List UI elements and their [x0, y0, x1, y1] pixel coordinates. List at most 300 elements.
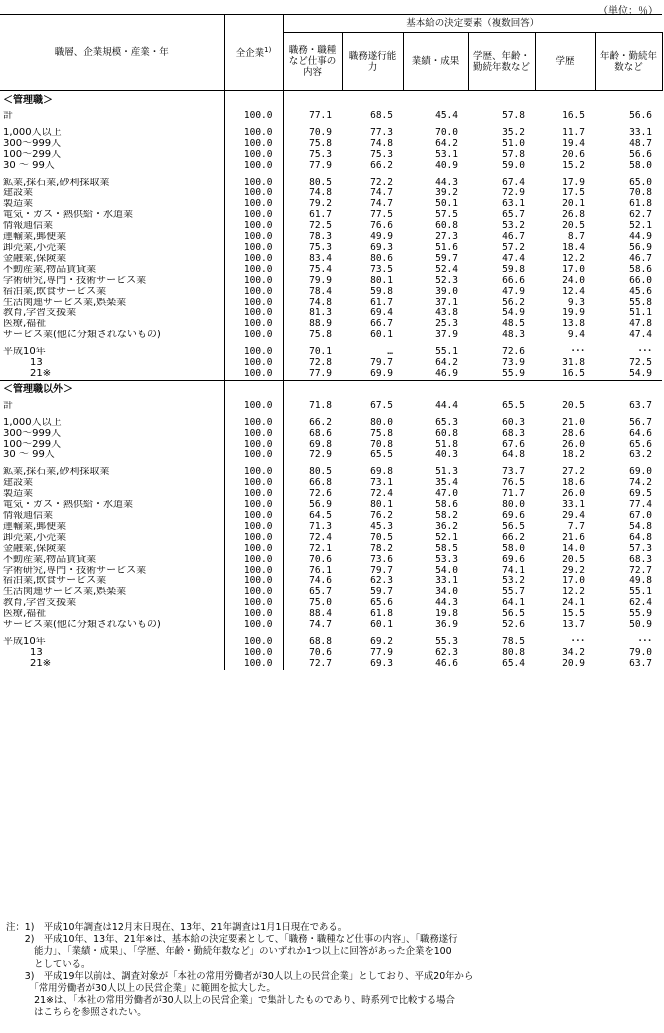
value-cell: 100.0	[224, 150, 283, 161]
row-label: 宿泊業,飲食サービス業	[3, 576, 107, 587]
col-header-education: 学歴	[535, 33, 595, 91]
value-cell: 20.1	[562, 199, 585, 210]
table-row	[0, 330, 662, 341]
col-header-age-tenure: 年齢・勤続年数など	[595, 33, 662, 91]
value-cell: 60.3	[502, 417, 525, 428]
row-label: 建設業	[3, 188, 33, 199]
section-spacer	[224, 380, 283, 401]
value-cell: 53.2	[502, 221, 525, 232]
value-cell: 80.1	[370, 275, 393, 286]
row-label: 100～299人	[3, 149, 62, 160]
value-cell: 100.0	[224, 319, 283, 330]
row-label: 学術研究,専門・技術サービス業	[3, 565, 147, 576]
row-label: 情報通信業	[3, 221, 53, 232]
value-cell: 52.4	[435, 264, 458, 275]
value-cell: 100.0	[224, 161, 283, 172]
value-cell: 72.1	[283, 544, 342, 555]
row-label: 電気・ガス・熱供給・水道業	[3, 210, 133, 221]
value-cell: 100.0	[224, 188, 283, 199]
table-row	[0, 347, 662, 358]
value-cell: 53.1	[435, 149, 458, 160]
value-cell: 61.7	[283, 210, 342, 221]
value-cell: 63.2	[629, 450, 653, 461]
value-cell: 100.0	[224, 500, 283, 511]
value-cell: 64.5	[283, 511, 342, 522]
value-cell: 65.5	[370, 450, 393, 461]
value-cell: 74.6	[283, 576, 342, 587]
value-cell: 76.2	[370, 511, 393, 521]
value-cell: 61.8	[629, 199, 653, 210]
value-cell: 46.7	[502, 232, 525, 243]
row-label: 教育,学習支援業	[3, 598, 77, 609]
table-row	[0, 210, 662, 221]
value-cell: 49.8	[629, 576, 653, 587]
row-label: 運輸業,郵便業	[3, 232, 67, 243]
row-label-header: 職層、企業規模・産業・年	[0, 15, 224, 91]
value-cell: 72.5	[283, 221, 342, 232]
value-cell: 70.0	[435, 127, 458, 138]
value-cell: 58.6	[629, 264, 653, 275]
value-cell: 65.7	[502, 210, 525, 221]
value-cell: 70.8	[370, 439, 393, 450]
value-cell: 100.0	[224, 598, 283, 609]
value-cell: 12.2	[562, 253, 585, 264]
value-cell: 67.6	[502, 439, 525, 450]
value-cell: 100.0	[224, 287, 283, 298]
value-cell: 54.9	[629, 368, 653, 379]
value-cell: 46.7	[629, 253, 653, 264]
value-cell: 67.4	[502, 177, 525, 188]
value-cell: 37.9	[435, 330, 458, 341]
value-cell: 66.2	[502, 532, 525, 543]
value-cell: 72.6	[502, 347, 525, 358]
value-cell: 69.2	[370, 636, 393, 647]
row-label: 計	[3, 400, 13, 411]
value-cell: 52.1	[629, 221, 653, 232]
value-cell: 69.5	[629, 489, 653, 500]
value-cell: 60.1	[370, 620, 393, 631]
value-cell: 55.1	[629, 587, 653, 598]
value-cell: 12.4	[562, 286, 585, 297]
value-cell: 67.0	[629, 511, 653, 521]
value-cell: 27.3	[435, 232, 458, 243]
row-label: サービス業(他に分類されないもの)	[3, 330, 161, 341]
value-cell: 100.0	[224, 429, 283, 440]
value-cell: 58.0	[629, 160, 653, 171]
section-header-row	[0, 380, 662, 401]
value-cell: 71.7	[502, 489, 525, 500]
table-row	[0, 450, 662, 461]
value-cell: 69.8	[370, 467, 393, 478]
value-cell: 72.4	[283, 533, 342, 544]
row-label: 鉱業,採石業,砂利採取業	[3, 177, 110, 188]
value-cell: 74.8	[370, 138, 393, 149]
value-cell: 26.0	[562, 489, 585, 500]
value-cell: 57.8	[502, 111, 525, 121]
row-label: 建設業	[3, 478, 33, 489]
value-cell: 24.1	[562, 598, 585, 609]
value-cell: 100.0	[224, 232, 283, 243]
value-cell: 73.1	[370, 478, 393, 489]
value-cell: ･･･	[570, 636, 585, 647]
value-cell: 17.9	[562, 177, 585, 188]
value-cell: 16.5	[562, 368, 585, 379]
value-cell: 55.7	[502, 587, 525, 598]
table-row	[0, 111, 662, 122]
value-cell: 73.7	[502, 467, 525, 478]
value-cell: 79.2	[283, 199, 342, 210]
table-row	[0, 511, 662, 522]
value-cell: 56.5	[502, 521, 525, 532]
value-cell: 56.7	[629, 417, 653, 428]
value-cell: 100.0	[224, 587, 283, 598]
table-row	[0, 440, 662, 451]
value-cell: 100.0	[224, 401, 283, 412]
value-cell: 51.8	[435, 439, 458, 450]
value-cell: 39.2	[435, 188, 458, 199]
value-cell: 29.2	[562, 565, 585, 576]
value-cell: 80.1	[370, 500, 393, 511]
value-cell: 64.6	[629, 428, 653, 439]
value-cell: 47.4	[502, 253, 525, 264]
value-cell: 35.2	[502, 127, 525, 138]
row-label: 鉱業,採石業,砂利採取業	[3, 467, 110, 478]
value-cell: 16.5	[562, 111, 585, 121]
value-cell: 100.0	[224, 440, 283, 451]
row-label: 13	[30, 647, 43, 658]
value-cell: 24.0	[562, 275, 585, 286]
value-cell: 64.1	[502, 598, 525, 609]
value-cell: 58.0	[502, 543, 525, 554]
value-cell: 26.0	[562, 439, 585, 450]
value-cell: 73.6	[370, 554, 393, 565]
value-cell: 75.3	[283, 150, 342, 161]
value-cell: 62.3	[370, 576, 393, 587]
value-cell: 100.0	[224, 648, 283, 659]
value-cell: 20.9	[562, 658, 585, 669]
value-cell: 67.5	[370, 400, 393, 411]
row-label: 卸売業,小売業	[3, 242, 67, 253]
value-cell: 65.3	[435, 417, 458, 428]
value-cell: 72.8	[283, 358, 342, 369]
value-cell: 26.8	[562, 210, 585, 221]
value-cell: 56.9	[629, 242, 653, 253]
value-cell: 52.1	[435, 532, 458, 543]
value-cell: 78.4	[283, 287, 342, 298]
value-cell: 15.5	[562, 609, 585, 620]
value-cell: 77.9	[370, 647, 393, 658]
row-label: 宿泊業,飲食サービス業	[3, 286, 107, 297]
value-cell: 79.7	[370, 565, 393, 576]
row-label: 平成10年	[3, 636, 46, 647]
value-cell: 52.3	[435, 275, 458, 286]
value-cell: 48.5	[502, 319, 525, 330]
col-header-job-ability: 職務遂行能力	[342, 33, 403, 91]
value-cell: 100.0	[224, 308, 283, 319]
value-cell: 55.1	[435, 347, 458, 358]
value-cell: ･･･	[570, 347, 585, 358]
value-cell: 71.3	[283, 522, 342, 533]
value-cell: 19.8	[435, 609, 458, 620]
table-row	[0, 555, 662, 566]
value-cell: 68.6	[283, 429, 342, 440]
value-cell: 43.8	[435, 308, 458, 319]
value-cell: 9.3	[567, 297, 585, 308]
value-cell: 77.4	[629, 500, 653, 511]
value-cell: 8.7	[567, 232, 585, 243]
value-cell: 100.0	[224, 467, 283, 478]
footnote-line: としている。	[6, 958, 91, 970]
value-cell: 45.4	[435, 111, 458, 121]
value-cell: 73.5	[370, 264, 393, 275]
table-row	[0, 178, 662, 189]
all-companies-header: 全企業$^{1)}$	[224, 15, 283, 91]
value-cell: 12.2	[562, 587, 585, 598]
value-cell: 100.0	[224, 243, 283, 254]
value-cell: 70.6	[283, 648, 342, 659]
value-cell: 40.9	[435, 160, 458, 171]
table-row	[0, 128, 662, 139]
value-cell: 100.0	[224, 347, 283, 358]
value-cell: 79.9	[283, 276, 342, 287]
value-cell: 79.7	[370, 358, 393, 369]
value-cell: 47.8	[629, 319, 653, 330]
value-cell: 61.8	[370, 609, 393, 620]
value-cell: 74.8	[283, 188, 342, 199]
table-row	[0, 369, 662, 380]
table-row	[0, 254, 662, 265]
value-cell: 66.0	[629, 275, 653, 286]
value-cell: 19.4	[562, 138, 585, 149]
table-row	[0, 429, 662, 440]
row-label: 不動産業,物品賃貸業	[3, 264, 97, 275]
value-cell: 36.9	[435, 620, 458, 631]
value-cell: 46.6	[435, 658, 458, 669]
value-cell: 33.1	[562, 500, 585, 511]
section-spacer	[283, 380, 662, 401]
table-row	[0, 609, 662, 620]
value-cell: 74.1	[502, 565, 525, 576]
value-cell: 69.6	[502, 511, 525, 521]
value-cell: ･･･	[637, 636, 653, 647]
value-cell: 100.0	[224, 418, 283, 429]
value-cell: 77.5	[370, 210, 393, 221]
footnote-line: 3) 平成19年以前は、調査対象が「本社の常用労働者が30人以上の民営企業」としており、平成20年から	[6, 970, 474, 982]
value-cell: 50.1	[435, 199, 458, 210]
table-row	[0, 544, 662, 555]
value-cell: 72.6	[283, 489, 342, 500]
table-row	[0, 489, 662, 500]
value-cell: 74.7	[370, 188, 393, 199]
value-cell: 51.1	[629, 308, 653, 319]
row-label: 金融業,保険業	[3, 543, 67, 554]
value-cell: 58.6	[435, 500, 458, 511]
value-cell: 57.3	[629, 543, 653, 554]
table-row	[0, 401, 662, 412]
footnote-line: 「常用労働者が30人以上の民営企業」に範囲を拡大した。	[6, 983, 276, 995]
row-label: 生活関連サービス業,娯楽業	[3, 297, 127, 308]
value-cell: 58.2	[435, 511, 458, 521]
table-row	[0, 287, 662, 298]
value-cell: 44.3	[435, 598, 458, 609]
value-cell: 100.0	[224, 555, 283, 566]
value-cell: 59.8	[370, 286, 393, 297]
table-row	[0, 150, 662, 161]
value-cell: 77.1	[283, 111, 342, 122]
value-cell: 80.0	[370, 417, 393, 428]
value-cell: 34.0	[435, 587, 458, 598]
value-cell: 75.8	[370, 428, 393, 439]
value-cell: 57.5	[435, 210, 458, 221]
value-cell: 66.2	[283, 418, 342, 429]
section-header-row	[0, 91, 662, 112]
value-cell: 47.4	[629, 330, 653, 341]
value-cell: 68.5	[370, 111, 393, 121]
row-label: 1,000人以上	[3, 127, 62, 138]
table-row	[0, 139, 662, 150]
table-row	[0, 620, 662, 631]
value-cell: 60.8	[435, 221, 458, 232]
row-label: サービス業(他に分類されないもの)	[3, 620, 161, 631]
value-cell: 100.0	[224, 511, 283, 522]
value-cell: 20.5	[562, 221, 585, 232]
value-cell: 56.5	[502, 609, 525, 620]
value-cell: 72.2	[370, 177, 393, 188]
value-cell: 53.3	[435, 554, 458, 565]
value-cell: 88.9	[283, 319, 342, 330]
value-cell: 77.3	[370, 127, 393, 138]
value-cell: 69.8	[283, 440, 342, 451]
value-cell: 36.2	[435, 521, 458, 532]
value-cell: 13.7	[562, 620, 585, 631]
row-label: 製造業	[3, 199, 33, 210]
col-header-performance: 業績・成果	[403, 33, 468, 91]
value-cell: 76.6	[370, 221, 393, 232]
value-cell: 63.1	[502, 199, 525, 210]
value-cell: 79.0	[629, 647, 653, 658]
value-cell: 100.0	[224, 609, 283, 620]
value-cell: 77.9	[283, 369, 342, 380]
value-cell: 100.0	[224, 199, 283, 210]
value-cell: 70.6	[283, 555, 342, 566]
value-cell: 100.0	[224, 139, 283, 150]
value-cell: 100.0	[224, 576, 283, 587]
value-cell: 65.6	[629, 439, 653, 450]
value-cell: 44.4	[435, 400, 458, 411]
value-cell: 59.0	[502, 160, 525, 171]
value-cell: 100.0	[224, 358, 283, 369]
row-label: 製造業	[3, 489, 33, 500]
value-cell: 9.4	[567, 330, 585, 341]
value-cell: 56.2	[502, 297, 525, 308]
value-cell: 100.0	[224, 254, 283, 265]
value-cell: 75.3	[283, 243, 342, 254]
value-cell: 29.4	[562, 511, 585, 521]
value-cell: 64.2	[435, 138, 458, 149]
value-cell: 69.9	[370, 368, 393, 379]
row-label: 平成10年	[3, 347, 46, 358]
footnote-line: 21※は、「本社の常用労働者が30人以上の民営企業」で集計したものであり、時系列で比較する場合	[6, 995, 455, 1007]
value-cell: 55.3	[435, 636, 458, 647]
section-spacer	[283, 91, 662, 112]
table-row	[0, 199, 662, 210]
value-cell: 47.0	[435, 489, 458, 500]
table-row	[0, 467, 662, 478]
table-body	[0, 91, 662, 670]
value-cell: 45.3	[370, 521, 393, 532]
value-cell: 100.0	[224, 221, 283, 232]
value-cell: 69.0	[629, 467, 653, 478]
col-header-job-content: 職務・職種など仕事の内容	[283, 33, 342, 91]
unit-label: （単位：％）	[598, 6, 658, 17]
row-label: 医療,福祉	[3, 609, 47, 620]
value-cell: 64.8	[502, 450, 525, 461]
value-cell: 49.9	[370, 232, 393, 243]
value-cell: 100.0	[224, 620, 283, 631]
table-row	[0, 418, 662, 429]
footnote-line: 2) 平成10年、13年、21年※は、基本給の決定要素として、「職務・職種など仕事の内容」、「職務遂行	[6, 934, 458, 946]
value-cell: 35.4	[435, 478, 458, 489]
value-cell: 100.0	[224, 178, 283, 189]
value-cell: 54.8	[629, 521, 653, 532]
table-row	[0, 659, 662, 670]
value-cell: 56.9	[283, 500, 342, 511]
value-cell: 28.6	[562, 428, 585, 439]
row-label: 1,000人以上	[3, 417, 62, 428]
row-label: 運輸業,郵便業	[3, 521, 67, 532]
value-cell: 70.8	[629, 188, 653, 199]
value-cell: 100.0	[224, 450, 283, 461]
section-title: ＜管理職＞	[3, 94, 53, 106]
row-label: 生活関連サービス業,娯楽業	[3, 587, 127, 598]
value-cell: 21.0	[562, 417, 585, 428]
value-cell: 33.1	[629, 127, 653, 138]
value-cell: 100.0	[224, 637, 283, 648]
value-cell: 75.0	[283, 598, 342, 609]
value-cell: 75.3	[370, 149, 393, 160]
value-cell: 57.2	[502, 242, 525, 253]
row-label: 21※	[30, 658, 52, 669]
value-cell: 75.8	[283, 330, 342, 341]
value-cell: 100.0	[224, 128, 283, 139]
value-cell: 80.6	[370, 253, 393, 264]
section-title: ＜管理職以外＞	[0, 380, 224, 401]
row-label: 30 ～ 99人	[3, 450, 55, 461]
value-cell: 72.7	[283, 659, 342, 670]
value-cell: 80.5	[283, 467, 342, 478]
table-row	[0, 533, 662, 544]
value-cell: 51.0	[502, 138, 525, 149]
value-cell: 88.4	[283, 609, 342, 620]
value-cell: 65.7	[283, 587, 342, 598]
table-row	[0, 308, 662, 319]
value-cell: 48.7	[629, 138, 653, 149]
value-cell: 100.0	[224, 330, 283, 341]
value-cell: 55.9	[629, 609, 653, 620]
row-label: 電気・ガス・熱供給・水道業	[3, 500, 133, 511]
value-cell: 13.8	[562, 319, 585, 330]
value-cell: 34.2	[562, 647, 585, 658]
factor-group-header: 基本給の決定要素（複数回答）	[283, 15, 662, 33]
col-header-edu-age: 学歴、年齢・勤続年数など	[468, 33, 535, 91]
value-cell: 74.8	[283, 298, 342, 309]
value-cell: 69.6	[502, 554, 525, 565]
value-cell: 18.4	[562, 242, 585, 253]
value-cell: 66.6	[502, 275, 525, 286]
table-row	[0, 221, 662, 232]
value-cell: 62.4	[629, 598, 653, 609]
value-cell: 72.9	[283, 450, 342, 461]
